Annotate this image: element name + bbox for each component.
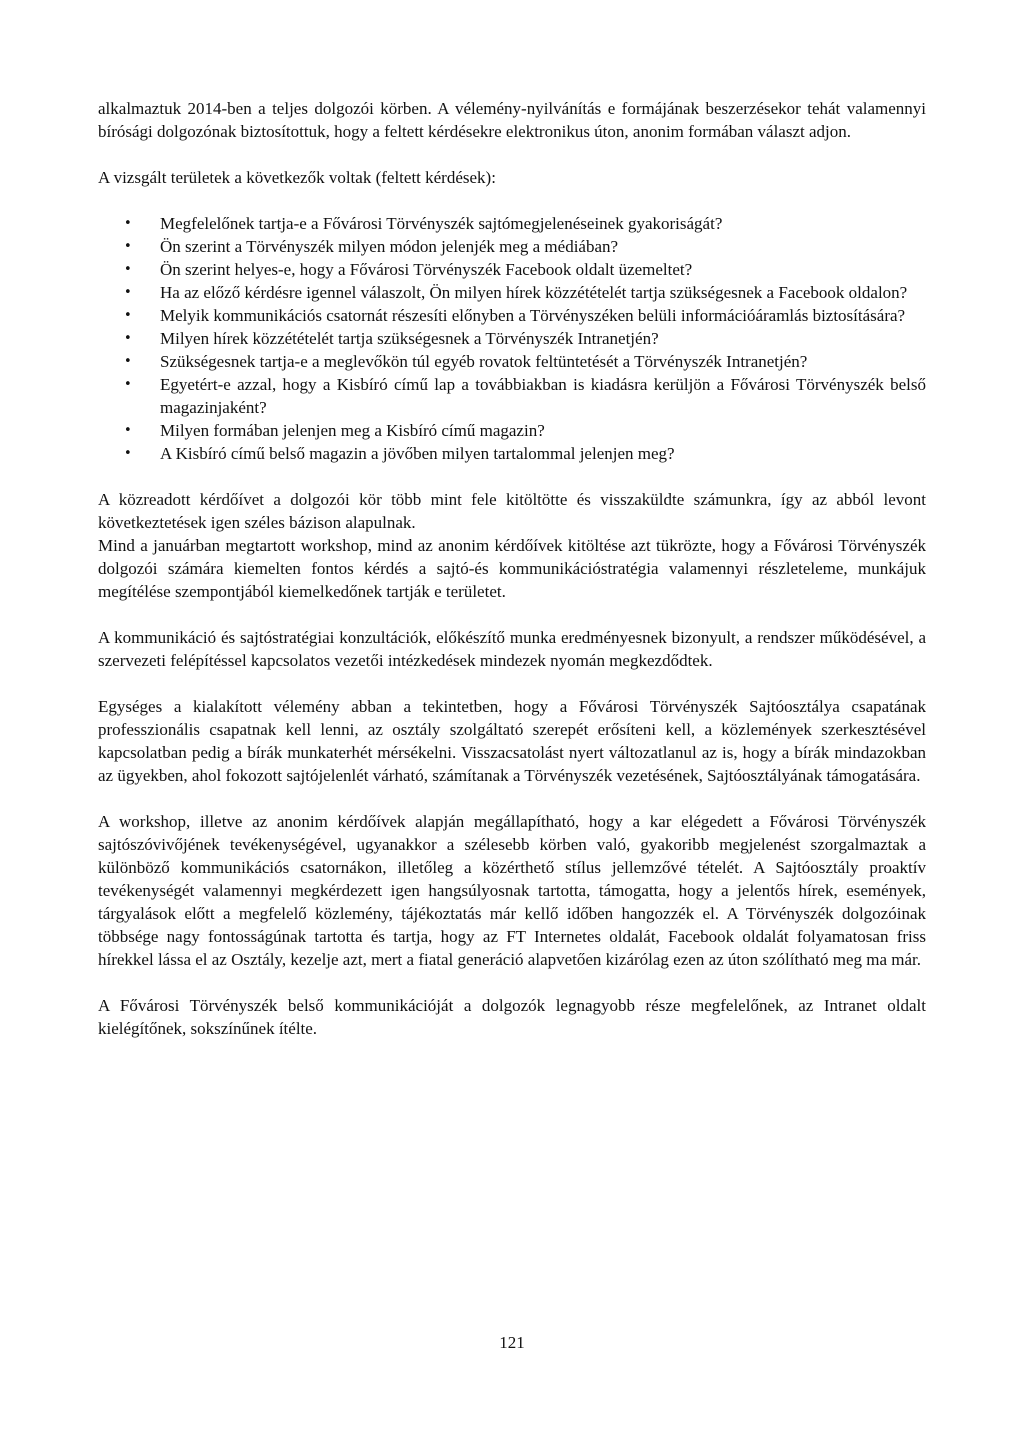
paragraph-spokesperson: A workshop, illetve az anonim kérdőívek alapján megállapítható, hogy a kar elégedett a Fővárosi Törvényszék sajtószóvivőjének tevékenységével, ugyanakkor a szélesebb körben való, gyakoribb megjelenést szorgalmaztak a különböző kommunikációs csatornákon, illetőleg a közérthető stílus jellemzővé tételét. A Sajtóosztály proaktív tevékenységét valamennyi megkérdezett igen hangsúlyosnak tartotta, támogatta, hogy a jelentős hírek, események, tárgyalások előtt a megfelelő közlemény, tájékoztatás már kellő időben hangozzék el. A Törvényszék dolgozóinak többsége nagy fontosságúnak tartotta és tartja, hogy az FT Internetes oldalát, Facebook oldalát folyamatosan friss hírekkel lássa el az Osztály, kezelje azt, mert a fiatal generáció alapvetően kizárólag ezen az úton szólítható meg ma már. xyxy=(98,812,926,969)
question-text: Egyetért-e azzal, hogy a Kisbíró című lap a továbbiakban is kiadásra kerüljön a Fővárosi Törvényszék belső magazinjaként? xyxy=(160,375,926,417)
list-item xyxy=(98,373,926,419)
bullet-icon: • xyxy=(124,262,132,277)
question-text: Ha az előző kérdésre igennel válaszolt, Ön milyen hírek közzétételét tartja szükségesnek a Facebook oldalon? xyxy=(160,283,908,302)
bullet-icon: • xyxy=(124,285,132,300)
list-item xyxy=(98,235,926,258)
question-text: Ön szerint helyes-e, hogy a Fővárosi Törvényszék Facebook oldalt üzemeltet? xyxy=(160,260,693,279)
bullet-icon: • xyxy=(124,377,132,392)
bullet-icon: • xyxy=(124,216,132,231)
list-item xyxy=(98,304,926,327)
bullet-icon: • xyxy=(124,446,132,461)
list-item xyxy=(98,350,926,373)
question-list xyxy=(98,212,926,465)
question-text: Melyik kommunikációs csatornát részesíti előnyben a Törvényszéken belüli információáramlás biztosítására? xyxy=(160,306,906,325)
question-text: A Kisbíró című belső magazin a jövőben milyen tartalommal jelenjen meg? xyxy=(160,444,675,463)
list-item xyxy=(98,212,926,235)
page-number: 121 xyxy=(499,1333,525,1352)
question-text: Szükségesnek tartja-e a meglevőkön túl egyéb rovatok feltüntetését a Törvényszék Intranetjén? xyxy=(160,352,808,371)
question-text: Milyen formában jelenjen meg a Kisbíró című magazin? xyxy=(160,421,545,440)
bullet-icon: • xyxy=(124,308,132,323)
list-item xyxy=(98,442,926,465)
bullet-icon: • xyxy=(124,239,132,254)
question-text: Megfelelőnek tartja-e a Fővárosi Törvényszék sajtómegjelenéseinek gyakoriságát? xyxy=(160,214,723,233)
list-item xyxy=(98,327,926,350)
bullet-icon: • xyxy=(124,354,132,369)
question-text: Milyen hírek közzétételét tartja szükségesnek a Törvényszék Intranetjén? xyxy=(160,329,659,348)
paragraph-intro: alkalmaztuk 2014-ben a teljes dolgozói körben. A vélemény-nyilvánítás e formájának beszerzésekor tehát valamennyi bírósági dolgozónak biztosítottuk, hogy a feltett kérdésekre elektronikus úton, anonim formában választ adjon. xyxy=(98,99,926,141)
list-item xyxy=(98,419,926,442)
bullet-icon: • xyxy=(124,331,132,346)
paragraph-unified-opinion: Egységes a kialakított vélemény abban a tekintetben, hogy a Fővárosi Törvényszék Sajtóosztálya csapatának professzionális csapatnak kell lenni, az osztály szolgáltató szerepét erősíteni kell, a közlemények szerkesztésével kapcsolatban pedig a bírák munkaterhét mérsékelni. Visszacsatolást nyert változatlanul az is, hogy a bírák mindazokban az ügyekben, ahol fokozott sajtójelenlét várható, számítanak a Törvényszék vezetésének, Sajtóosztályának támogatására. xyxy=(98,697,926,785)
paragraph-survey: A közreadott kérdőívet a dolgozói kör több mint fele kitöltötte és visszaküldte számunkra, így az abból levont következtetések igen széles bázison alapulnak. xyxy=(98,490,926,532)
question-text: Ön szerint a Törvényszék milyen módon jelenjék meg a médiában? xyxy=(160,237,619,256)
list-item xyxy=(98,281,926,304)
paragraph-consultations: A kommunikáció és sajtóstratégiai konzultációk, előkészítő munka eredményesnek bizonyult, a rendszer működésével, a szervezeti felépítéssel kapcsolatos vezetői intézkedések mindezek nyomán megkezdődtek. xyxy=(98,628,926,670)
list-item xyxy=(98,258,926,281)
paragraph-areas: A vizsgált területek a következők voltak (feltett kérdések): xyxy=(98,168,496,187)
paragraph-internal-communication: A Fővárosi Törvényszék belső kommunikációját a dolgozók legnagyobb része megfelelőnek, az Intranet oldalt kielégítőnek, sokszínűnek ítélte. xyxy=(98,996,926,1038)
bullet-icon: • xyxy=(124,423,132,438)
document-page xyxy=(98,97,926,1040)
paragraph-workshop: Mind a januárban megtartott workshop, mind az anonim kérdőívek kitöltése azt tükrözte, hogy a Fővárosi Törvényszék dolgozói számára kiemelten fontos kérdés a sajtó-és kommunikációstratégia valamennyi részleteleme, munkájuk megítélése szempontjából kiemelkedőnek tartják e területet. xyxy=(98,536,926,601)
